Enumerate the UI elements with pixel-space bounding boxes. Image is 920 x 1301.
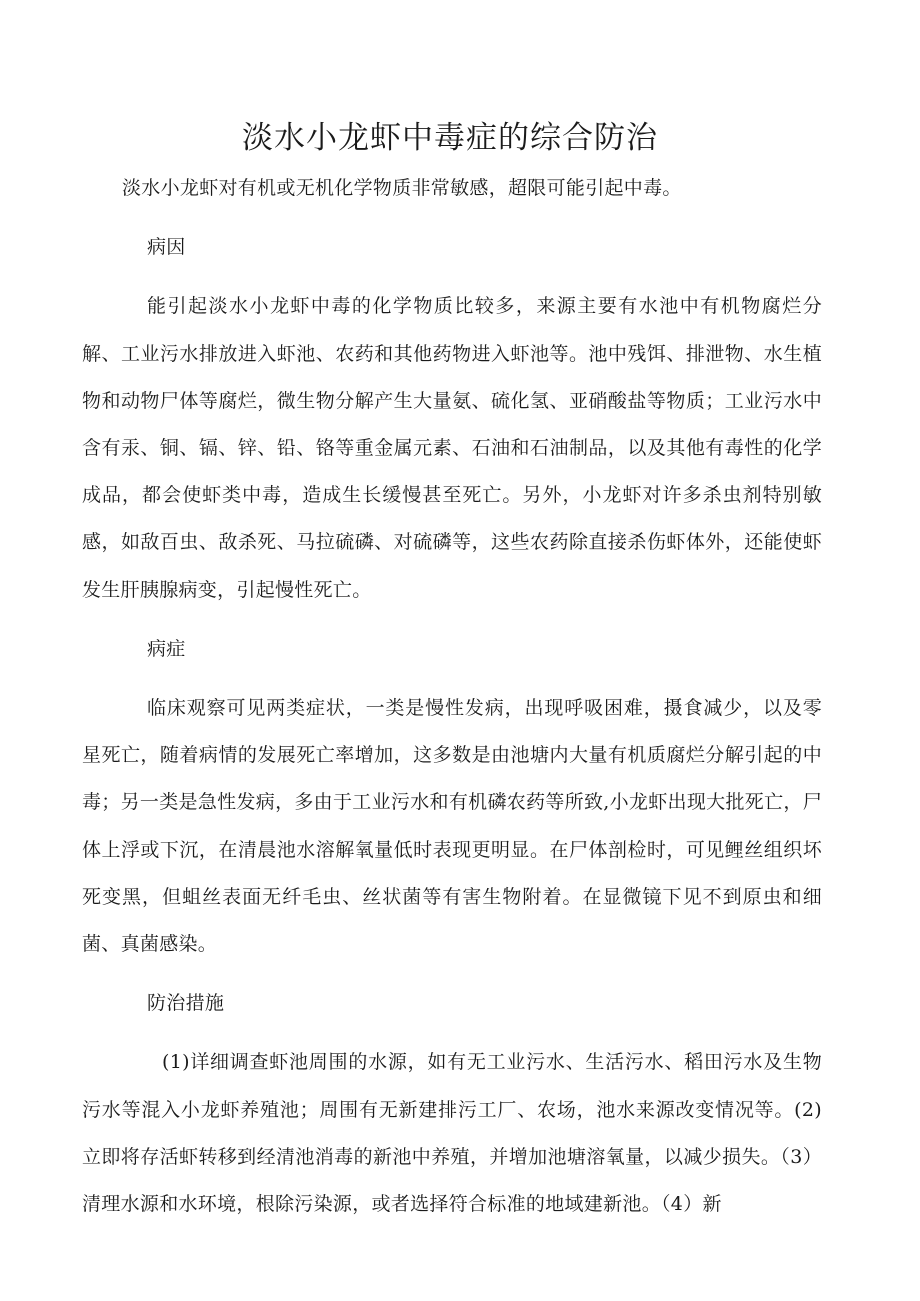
intro-paragraph: 淡水小龙虾对有机或无机化学物质非常敏感，超限可能引起中毒。 bbox=[122, 177, 682, 199]
section-heading-symptoms: 病症 bbox=[147, 637, 186, 660]
section-text-cause: 能引起淡水小龙虾中毒的化学物质比较多，来源主要有水池中有机物腐烂分解、工业污水排放进入虾池、农药和其他药物进入虾池等。池中残饵、排泄物、水生植物和动物尸体等腐烂，微生物分解产生大量氨、硫化氢、亚硝酸盐等物质；工业污水中含有汞、铜、镉、锌、铅、铬等重金属元素、石油和石油制品，以及其他有毒性的化学成品，都会使虾类中毒，造成生长缓慢甚至死亡。另外，小龙虾对许多杀虫剂特别敏感，如敌百虫、敌杀死、马拉硫磷、对硫磷等，这些农药除直接杀伤虾体外，还能使虾发生肝胰腺病变，引起慢性死亡。 bbox=[82, 295, 822, 601]
section-heading-prevention: 防治措施 bbox=[147, 992, 225, 1015]
section-heading-cause: 病因 bbox=[147, 236, 186, 259]
section-text-prevention: (1)详细调查虾池周围的水源，如有无工业污水、生活污水、稻田污水及生物污水等混入小龙虾养殖池；周围有无新建排污工厂、农场，池水来源改变情况等。(2)立即将存活虾转移到经清池消毒的新池中养殖，并增加池塘溶氧量，以减少损失。（3）清理水源和水环境，根除污染源，或者选择符合标准的地域建新池。（4）新 bbox=[82, 1051, 822, 1216]
document-body bbox=[82, 165, 822, 1228]
section-text-symptoms: 临床观察可见两类症状，一类是慢性发病，出现呼吸困难，摄食减少，以及零星死亡，随着病情的发展死亡率增加，这多数是由池塘内大量有机质腐烂分解引起的中毒；另一类是急性发病，多由于工业污水和有机磷农药等所致,小龙虾出现大批死亡，尸体上浮或下沉，在清晨池水溶解氧量低时表现更明显。在尸体剖检时，可见鲤丝组织坏死变黑，但蛆丝表面无纤毛虫、丝状菌等有害生物附着。在显微镜下见不到原虫和细菌、真菌感染。 bbox=[82, 697, 822, 956]
document-title: 淡水小龙虾中毒症的综合防治 bbox=[242, 120, 658, 156]
